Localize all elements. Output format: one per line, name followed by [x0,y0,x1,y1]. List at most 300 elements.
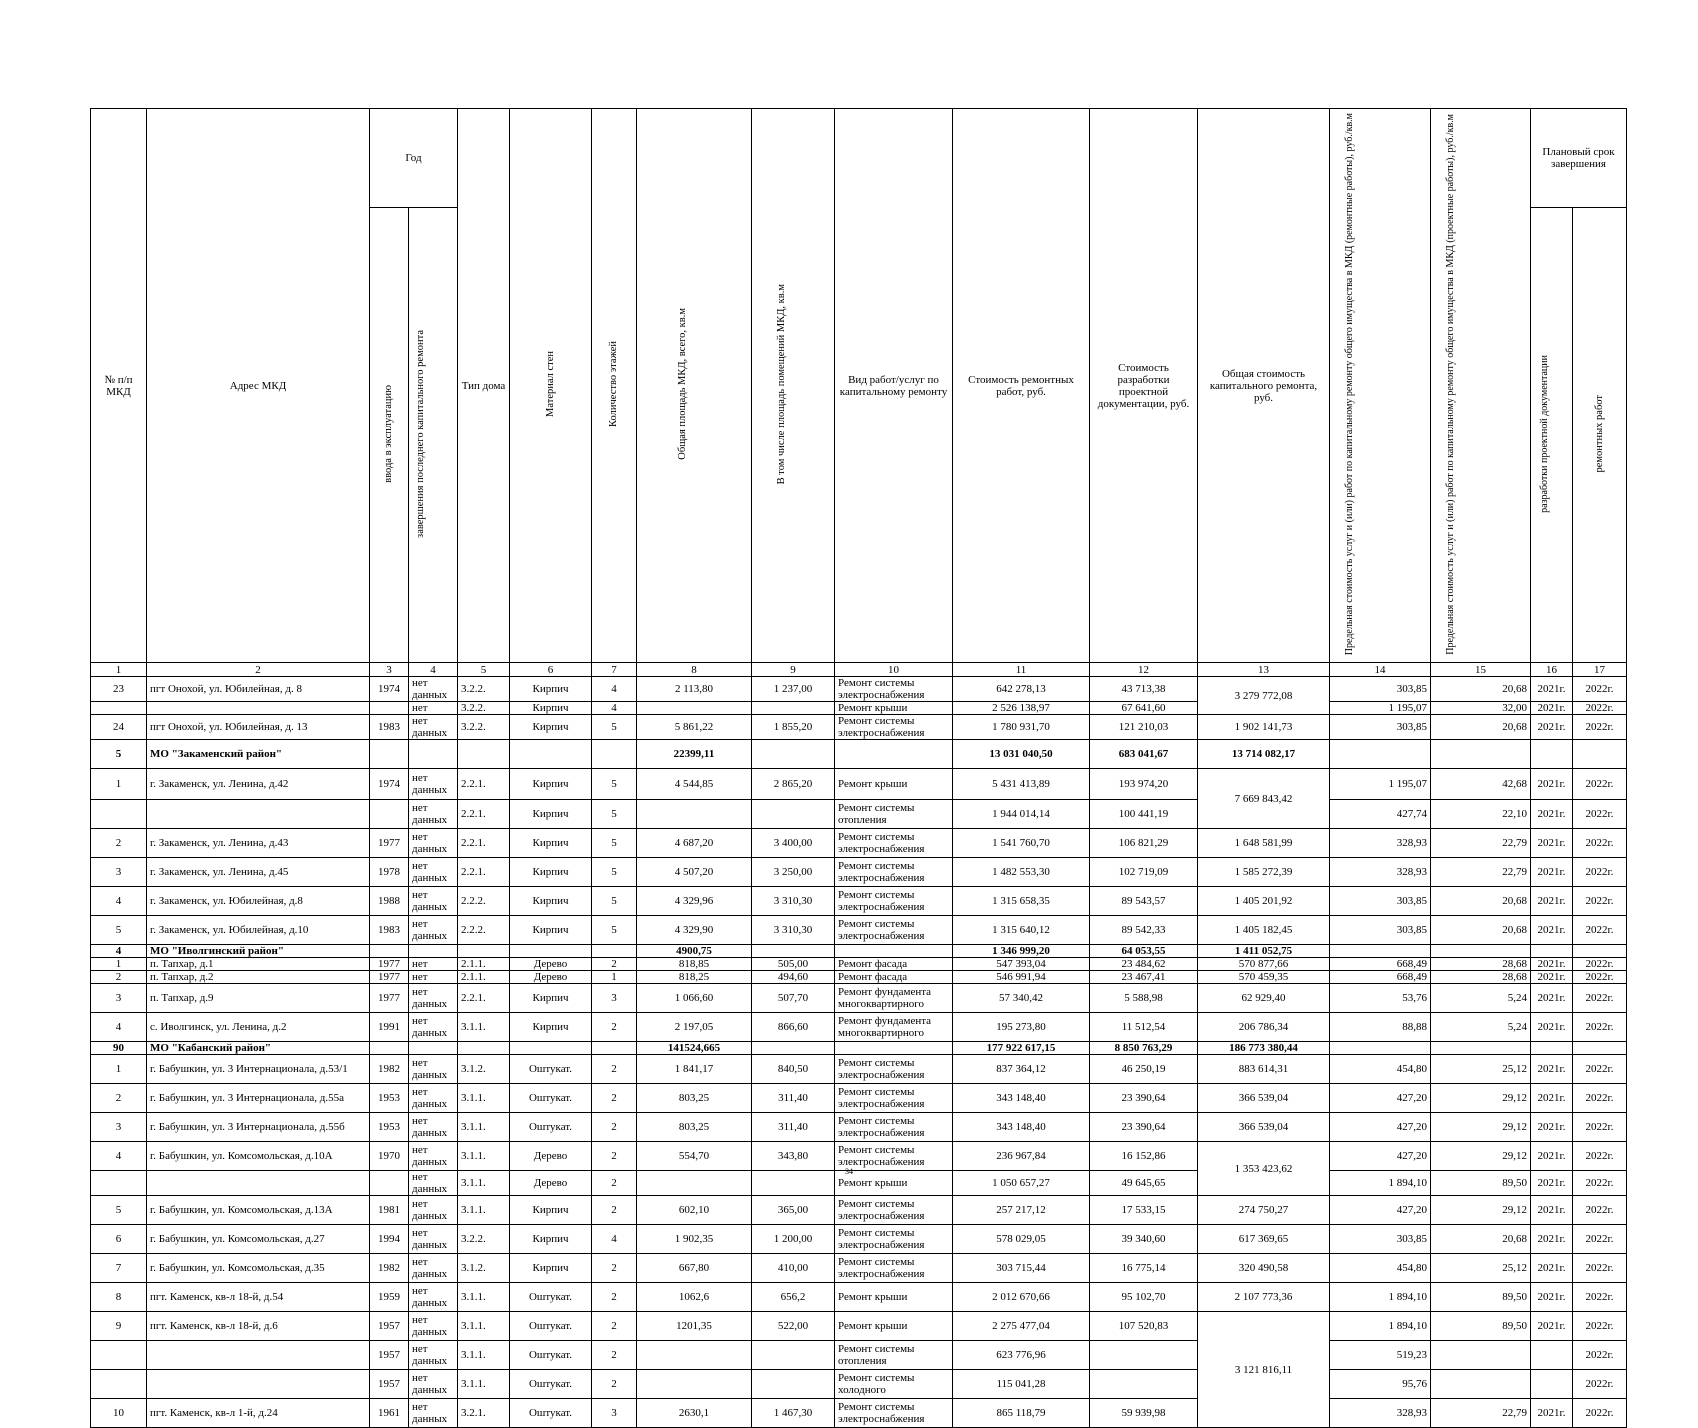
repair-deadline: 2022г. [1573,677,1627,702]
year-last-repair [409,945,458,958]
year-commissioned: 1977 [370,984,409,1013]
floor-count: 2 [592,1113,637,1142]
total-cost: 7 669 843,42 [1198,769,1330,829]
premises-area: 507,70 [752,984,835,1013]
year-commissioned: 1957 [370,1370,409,1399]
wall-material: Кирпич [510,984,592,1013]
total-area: 554,70 [637,1142,752,1171]
wall-material: Оштукат. [510,1283,592,1312]
repair-cost: 1 780 931,70 [953,715,1090,740]
header-address: Адрес МКД [147,109,370,663]
table-row [91,829,1627,858]
table-row [91,916,1627,945]
limit-design: 29,12 [1431,1196,1531,1225]
design-deadline: 2021г. [1531,1283,1573,1312]
district-summary-row [91,740,1627,769]
design-deadline: 2021г. [1531,984,1573,1013]
table-row [91,1055,1627,1084]
address-cell: г. Закаменск, ул. Ленина, д.42 [147,769,370,800]
house-type [458,945,510,958]
total-area: 1201,35 [637,1312,752,1341]
design-cost: 39 340,60 [1090,1225,1198,1254]
limit-repair: 454,80 [1330,1055,1431,1084]
row-number [91,800,147,829]
total-cost: 1 585 272,39 [1198,858,1330,887]
floor-count: 2 [592,1254,637,1283]
row-number: 4 [91,945,147,958]
repair-cost: 2 275 477,04 [953,1312,1090,1341]
premises-area [752,740,835,769]
repair-cost: 2 526 138,97 [953,702,1090,715]
work-type: Ремонт системы электроснабжения [835,1399,953,1428]
repair-cost: 236 967,84 [953,1142,1090,1171]
row-number: 7 [91,1254,147,1283]
design-deadline: 2021г. [1531,829,1573,858]
design-cost: 121 210,03 [1090,715,1198,740]
work-type: Ремонт системы электроснабжения [835,829,953,858]
total-cost: 2 107 773,36 [1198,1283,1330,1312]
limit-repair: 53,76 [1330,984,1431,1013]
limit-design [1431,1341,1531,1370]
design-deadline: 2021г. [1531,1013,1573,1042]
year-commissioned: 1991 [370,1013,409,1042]
wall-material: Кирпич [510,887,592,916]
house-type: 3.1.1. [458,1142,510,1171]
column-number: 11 [953,663,1090,677]
table-row [91,715,1627,740]
repair-deadline: 2022г. [1573,1084,1627,1113]
table-row [91,1399,1627,1428]
limit-repair: 427,20 [1330,1196,1431,1225]
wall-material: Кирпич [510,858,592,887]
floor-count: 2 [592,1370,637,1399]
premises-area [752,702,835,715]
row-number: 1 [91,1055,147,1084]
work-type: Ремонт системы электроснабжения [835,1225,953,1254]
address-cell: г. Бабушкин, ул. 3 Интернационала, д.55а [147,1084,370,1113]
limit-repair: 427,20 [1330,1113,1431,1142]
district-summary-row [91,1042,1627,1055]
total-area: 2630,1 [637,1399,752,1428]
premises-area: 2 865,20 [752,769,835,800]
work-type: Ремонт системы отопления [835,800,953,829]
repair-cost: 1 315 658,35 [953,887,1090,916]
total-area: 1 066,60 [637,984,752,1013]
design-deadline: 2021г. [1531,800,1573,829]
premises-area [752,1341,835,1370]
total-area: 2 113,80 [637,677,752,702]
wall-material: Кирпич [510,1196,592,1225]
year-last-repair: нет данных [409,1196,458,1225]
design-cost: 23 390,64 [1090,1113,1198,1142]
year-commissioned [370,800,409,829]
total-cost: 570 877,66 [1198,958,1330,971]
repair-deadline: 2022г. [1573,1254,1627,1283]
total-cost: 1 353 423,62 [1198,1142,1330,1196]
house-type: 2.1.1. [458,971,510,984]
design-cost: 106 821,29 [1090,829,1198,858]
repair-deadline: 2022г. [1573,1055,1627,1084]
address-cell [147,702,370,715]
row-number [91,1370,147,1399]
design-deadline: 2021г. [1531,1171,1573,1196]
row-number: 5 [91,916,147,945]
repair-cost: 623 776,96 [953,1341,1090,1370]
address-cell: пгт. Каменск, кв-л 18-й, д.54 [147,1283,370,1312]
table-row [91,677,1627,702]
header-limit-repair: Предельная стоимость услуг и (или) работ по капитальному ремонту общего имущества в МКД (ремонтные работы), руб./кв.м [1330,109,1431,663]
design-deadline: 2021г. [1531,916,1573,945]
limit-design [1431,1042,1531,1055]
design-cost: 16 152,86 [1090,1142,1198,1171]
repair-deadline: 2022г. [1573,916,1627,945]
address-cell: г. Бабушкин, ул. 3 Интернационала, д.53/1 [147,1055,370,1084]
year-last-repair: нет данных [409,1225,458,1254]
table-row [91,858,1627,887]
row-number: 4 [91,887,147,916]
premises-area: 365,00 [752,1196,835,1225]
row-number [91,1341,147,1370]
floor-count: 5 [592,829,637,858]
year-last-repair: нет [409,702,458,715]
year-last-repair: нет данных [409,858,458,887]
limit-design: 22,10 [1431,800,1531,829]
limit-design [1431,945,1531,958]
year-last-repair: нет данных [409,800,458,829]
year-last-repair: нет данных [409,1171,458,1196]
wall-material: Кирпич [510,677,592,702]
wall-material: Дерево [510,958,592,971]
repair-cost: 547 393,04 [953,958,1090,971]
column-number: 4 [409,663,458,677]
limit-design: 28,68 [1431,958,1531,971]
year-last-repair: нет [409,958,458,971]
limit-repair: 88,88 [1330,1013,1431,1042]
premises-area: 522,00 [752,1312,835,1341]
year-commissioned: 1977 [370,958,409,971]
row-number: 2 [91,971,147,984]
header-number: № п/п МКД [91,109,147,663]
repair-cost: 1 346 999,20 [953,945,1090,958]
limit-repair [1330,740,1431,769]
address-cell: МО "Закаменский район" [147,740,370,769]
total-area: 1062,6 [637,1283,752,1312]
table-row [91,1341,1627,1370]
year-last-repair: нет данных [409,1283,458,1312]
repair-cost: 1 541 760,70 [953,829,1090,858]
design-cost: 102 719,09 [1090,858,1198,887]
work-type: Ремонт системы электроснабжения [835,1254,953,1283]
repair-cost: 1 482 553,30 [953,858,1090,887]
total-cost: 3 279 772,08 [1198,677,1330,715]
repair-deadline: 2022г. [1573,1013,1627,1042]
row-number: 5 [91,1196,147,1225]
total-cost: 3 121 816,11 [1198,1312,1330,1428]
premises-area: 840,50 [752,1055,835,1084]
table-row [91,1196,1627,1225]
year-commissioned: 1953 [370,1084,409,1113]
design-deadline: 2021г. [1531,971,1573,984]
year-last-repair: нет данных [409,1399,458,1428]
year-commissioned: 1983 [370,916,409,945]
header-year-last-repair: завершения последнего капитального ремонта [409,208,458,663]
repair-cost: 837 364,12 [953,1055,1090,1084]
repair-deadline [1573,740,1627,769]
work-type: Ремонт фундамента многоквартирного [835,1013,953,1042]
row-number: 2 [91,1084,147,1113]
house-type: 3.1.1. [458,1013,510,1042]
premises-area: 3 310,30 [752,887,835,916]
total-cost: 62 929,40 [1198,984,1330,1013]
limit-repair: 303,85 [1330,887,1431,916]
limit-repair: 303,85 [1330,916,1431,945]
year-commissioned: 1982 [370,1254,409,1283]
repair-cost: 13 031 040,50 [953,740,1090,769]
house-type: 3.1.1. [458,1283,510,1312]
table-body [91,677,1627,1428]
work-type: Ремонт системы электроснабжения [835,715,953,740]
column-number: 7 [592,663,637,677]
wall-material: Кирпич [510,702,592,715]
address-cell: с. Иволгинск, ул. Ленина, д.2 [147,1013,370,1042]
table-row [91,1084,1627,1113]
year-commissioned: 1977 [370,829,409,858]
limit-repair: 427,20 [1330,1084,1431,1113]
design-deadline [1531,740,1573,769]
limit-design: 20,68 [1431,887,1531,916]
total-area: 2 197,05 [637,1013,752,1042]
year-commissioned [370,740,409,769]
table-row [91,971,1627,984]
floor-count: 2 [592,1084,637,1113]
address-cell [147,1370,370,1399]
address-cell: г. Закаменск, ул. Ленина, д.43 [147,829,370,858]
floor-count: 2 [592,1283,637,1312]
year-commissioned: 1977 [370,971,409,984]
design-deadline: 2021г. [1531,1399,1573,1428]
premises-area: 866,60 [752,1013,835,1042]
design-deadline: 2021г. [1531,702,1573,715]
house-type: 2.2.1. [458,800,510,829]
wall-material: Оштукат. [510,1312,592,1341]
total-area: 667,80 [637,1254,752,1283]
design-cost: 95 102,70 [1090,1283,1198,1312]
repair-cost: 1 050 657,27 [953,1171,1090,1196]
work-type: Ремонт системы электроснабжения [835,677,953,702]
work-type: Ремонт системы электроснабжения [835,916,953,945]
year-last-repair: нет данных [409,677,458,702]
repair-cost: 2 012 670,66 [953,1283,1090,1312]
column-number: 15 [1431,663,1531,677]
floor-count: 5 [592,916,637,945]
work-type: Ремонт системы электроснабжения [835,1113,953,1142]
house-type: 3.1.1. [458,1113,510,1142]
floor-count: 5 [592,769,637,800]
row-number: 4 [91,1142,147,1171]
premises-area: 1 467,30 [752,1399,835,1428]
floor-count: 2 [592,1142,637,1171]
table-row [91,1283,1627,1312]
repair-cost: 1 944 014,14 [953,800,1090,829]
house-type: 3.2.2. [458,1225,510,1254]
design-cost: 23 467,41 [1090,971,1198,984]
header-limit-design: Предельная стоимость услуг и (или) работ по капитальному ремонту общего имущества в МКД (проектные работы), руб./кв.м [1431,109,1531,663]
repair-cost: 195 273,80 [953,1013,1090,1042]
limit-repair: 1 195,07 [1330,702,1431,715]
row-number: 3 [91,1113,147,1142]
header-plan-group: Плановый срок завершения [1531,109,1627,208]
table-row [91,800,1627,829]
house-type: 2.2.1. [458,858,510,887]
address-cell [147,1341,370,1370]
table-row [91,1312,1627,1341]
repair-deadline: 2022г. [1573,1312,1627,1341]
limit-repair [1330,1042,1431,1055]
year-commissioned: 1974 [370,677,409,702]
table-row [91,1254,1627,1283]
total-area [637,1370,752,1399]
house-type [458,740,510,769]
year-commissioned [370,702,409,715]
floor-count: 2 [592,1196,637,1225]
limit-design: 25,12 [1431,1254,1531,1283]
floor-count [592,945,637,958]
limit-repair: 303,85 [1330,677,1431,702]
wall-material: Кирпич [510,1225,592,1254]
design-cost: 67 641,60 [1090,702,1198,715]
limit-repair: 454,80 [1330,1254,1431,1283]
design-deadline: 2021г. [1531,1113,1573,1142]
work-type: Ремонт фасада [835,958,953,971]
limit-repair: 668,49 [1330,971,1431,984]
house-type: 2.2.1. [458,769,510,800]
wall-material: Кирпич [510,1254,592,1283]
design-cost: 49 645,65 [1090,1171,1198,1196]
repair-cost: 865 118,79 [953,1399,1090,1428]
design-deadline: 2021г. [1531,1142,1573,1171]
design-deadline: 2021г. [1531,715,1573,740]
limit-repair: 1 894,10 [1330,1171,1431,1196]
limit-repair: 668,49 [1330,958,1431,971]
limit-design: 20,68 [1431,677,1531,702]
design-cost: 89 542,33 [1090,916,1198,945]
total-cost: 206 786,34 [1198,1013,1330,1042]
total-area: 4 687,20 [637,829,752,858]
design-deadline: 2021г. [1531,958,1573,971]
limit-design: 42,68 [1431,769,1531,800]
limit-design: 89,50 [1431,1171,1531,1196]
limit-repair: 1 894,10 [1330,1312,1431,1341]
year-last-repair: нет данных [409,984,458,1013]
repair-deadline: 2022г. [1573,971,1627,984]
limit-design: 89,50 [1431,1283,1531,1312]
floor-count: 4 [592,677,637,702]
design-deadline [1531,1042,1573,1055]
limit-repair: 1 894,10 [1330,1283,1431,1312]
total-area [637,800,752,829]
header-design-cost: Стоимость разработки проектной документации, руб. [1090,109,1198,663]
header-year-group: Год [370,109,458,208]
repair-deadline: 2022г. [1573,1341,1627,1370]
floor-count: 1 [592,971,637,984]
year-last-repair: нет данных [409,916,458,945]
year-last-repair: нет [409,971,458,984]
premises-area: 311,40 [752,1084,835,1113]
wall-material [510,1042,592,1055]
floor-count [592,1042,637,1055]
work-type [835,1042,953,1055]
year-commissioned: 1981 [370,1196,409,1225]
house-type: 2.2.1. [458,984,510,1013]
design-cost: 100 441,19 [1090,800,1198,829]
repair-deadline: 2022г. [1573,1399,1627,1428]
wall-material [510,740,592,769]
wall-material: Оштукат. [510,1341,592,1370]
address-cell: г. Бабушкин, ул. Комсомольская, д.35 [147,1254,370,1283]
repair-cost: 257 217,12 [953,1196,1090,1225]
design-deadline: 2021г. [1531,769,1573,800]
house-type: 3.1.1. [458,1312,510,1341]
limit-repair: 328,93 [1330,858,1431,887]
year-commissioned: 1978 [370,858,409,887]
premises-area: 494,60 [752,971,835,984]
design-cost: 683 041,67 [1090,740,1198,769]
design-deadline: 2021г. [1531,677,1573,702]
year-last-repair: нет данных [409,1370,458,1399]
total-cost: 1 902 141,73 [1198,715,1330,740]
premises-area: 1 237,00 [752,677,835,702]
wall-material: Дерево [510,971,592,984]
premises-area [752,945,835,958]
header-work-type: Вид работ/услуг по капитальному ремонту [835,109,953,663]
work-type: Ремонт системы электроснабжения [835,1142,953,1171]
total-cost: 570 459,35 [1198,971,1330,984]
table-row [91,702,1627,715]
floor-count: 5 [592,887,637,916]
year-last-repair: нет данных [409,769,458,800]
floor-count: 2 [592,1055,637,1084]
house-type: 3.1.1. [458,1341,510,1370]
limit-repair: 519,23 [1330,1341,1431,1370]
work-type: Ремонт системы электроснабжения [835,887,953,916]
address-cell: г. Закаменск, ул. Ленина, д.45 [147,858,370,887]
work-type: Ремонт крыши [835,1171,953,1196]
wall-material [510,945,592,958]
year-last-repair: нет данных [409,1084,458,1113]
house-type: 2.2.2. [458,916,510,945]
house-type: 3.2.1. [458,1399,510,1428]
header-year-commissioning: ввода в эксплуатацию [370,208,409,663]
limit-design: 89,50 [1431,1312,1531,1341]
repair-cost: 57 340,42 [953,984,1090,1013]
repair-deadline: 2022г. [1573,1171,1627,1196]
total-area: 1 902,35 [637,1225,752,1254]
row-number: 23 [91,677,147,702]
limit-repair [1330,945,1431,958]
address-cell: пгт. Каменск, кв-л 18-й, д.6 [147,1312,370,1341]
address-cell: п. Тапхар, д.2 [147,971,370,984]
floor-count: 4 [592,702,637,715]
work-type: Ремонт системы холодного [835,1370,953,1399]
premises-area: 656,2 [752,1283,835,1312]
design-cost: 46 250,19 [1090,1055,1198,1084]
design-cost: 16 775,14 [1090,1254,1198,1283]
total-cost: 1 411 052,75 [1198,945,1330,958]
limit-repair: 328,93 [1330,829,1431,858]
total-area: 1 841,17 [637,1055,752,1084]
limit-design: 22,79 [1431,1399,1531,1428]
floor-count: 3 [592,984,637,1013]
